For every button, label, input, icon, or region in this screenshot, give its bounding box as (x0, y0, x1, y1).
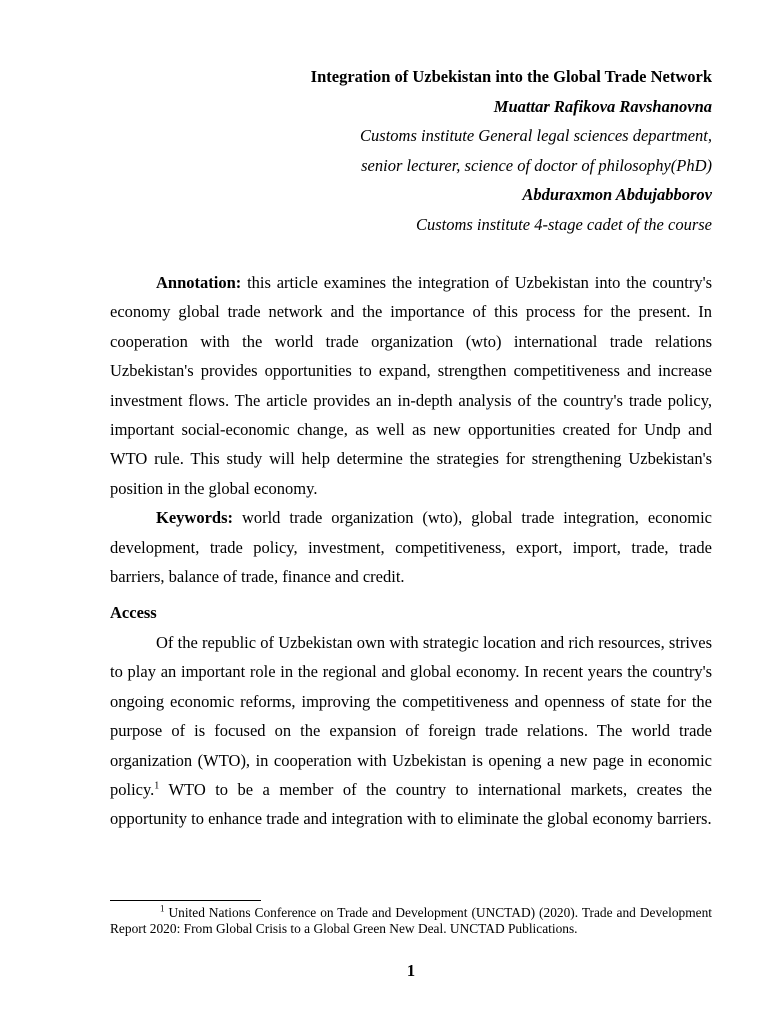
footnote-text: United Nations Conference on Trade and Development (UNCTAD) (2020). Trade and Development Report 2020: From Global Crisis to a Global Green New Deal. UNCTAD Publications. (110, 905, 712, 936)
annotation-paragraph (110, 268, 712, 503)
keywords-label: Keywords: (156, 508, 233, 528)
author-2-affiliation: Customs institute 4-stage cadet of the course (415, 214, 712, 234)
author-2-name: Abduraxmon Abdujabborov (522, 185, 712, 204)
paper-title: Integration of Uzbekistan into the Global Trade Network (310, 67, 712, 86)
footnote-mark: 1 (160, 903, 165, 914)
footnote-separator (110, 900, 261, 901)
page-body (110, 62, 712, 834)
access-paragraph (110, 628, 712, 834)
access-text-part-1: Of the republic of Uzbekistan own with strategic location and rich resources, strives to play an important role in the regional and global economy. In recent years the country's ongoing economic reforms, improving the competitiveness and openness of state for the purpose of is focused on the expansion of foreign trade relations. The world trade organization (WTO), in cooperation with Uzbekistan is opening a new page in economic policy. (110, 632, 712, 799)
keywords-paragraph (110, 503, 712, 591)
footnote-reference[interactable]: 1 (154, 780, 160, 792)
spacer (110, 239, 712, 268)
author-1-affiliation-line-2: senior lecturer, science of doctor of philosophy(PhD) (361, 155, 712, 175)
keywords-text: world trade organization (wto), global trade integration, economic development, trade policy, investment, competitiveness, export, import, trade, trade barriers, balance of trade, finance and credit. (110, 508, 712, 587)
page-number: 1 (406, 961, 416, 980)
footnote (110, 905, 712, 937)
annotation-text: this article examines the integration of Uzbekistan into the country's economy global trade network and the importance of this process for the present. In cooperation with the world trade organization (wto) international trade relations Uzbekistan's provides opportunities to expand, strengthen competitiveness and increase investment flows. The article provides an in-depth analysis of the country's trade policy, important social-economic change, as well as new opportunities created for Undp and WTO rule. This study will help determine the strategies for strengthening Uzbekistan's position in the global economy. (110, 273, 712, 498)
author-1-name: Muattar Rafikova Ravshanovna (493, 96, 712, 116)
access-heading: Access (110, 603, 157, 623)
access-text-part-2: WTO to be a member of the country to international markets, creates the opportunity to enhance trade and integration with to eliminate the global economy barriers. (110, 779, 712, 829)
author-1-affiliation-line-1: Customs institute General legal sciences department, (360, 126, 712, 145)
annotation-label: Annotation: (156, 273, 242, 292)
